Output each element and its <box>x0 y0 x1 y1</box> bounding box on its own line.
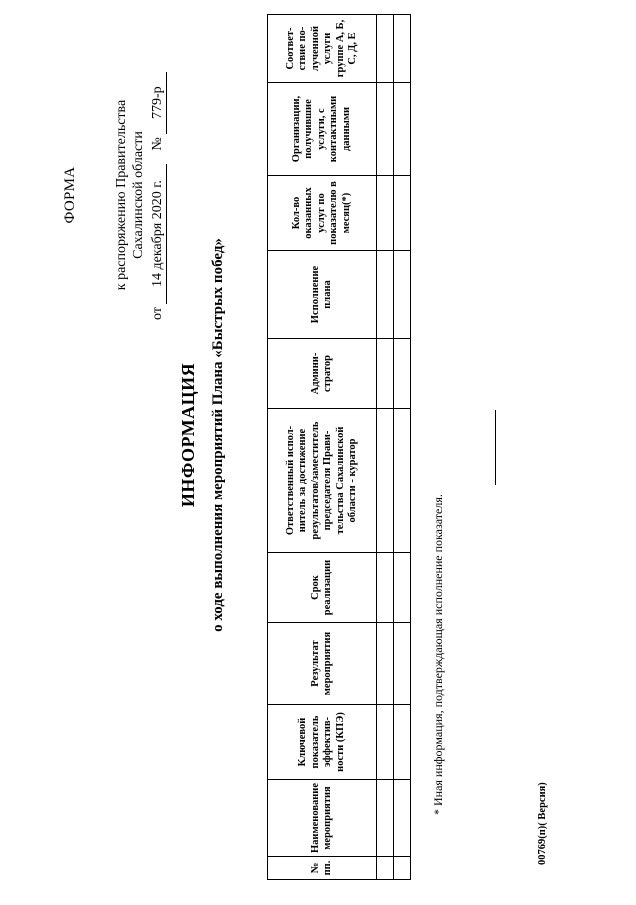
form-title: ФОРМА <box>62 166 78 224</box>
column-header: Админи-стратор <box>268 339 377 409</box>
table-cell <box>394 15 411 83</box>
column-header: Наименование мероприятия <box>268 780 377 857</box>
table-cell <box>377 623 394 705</box>
column-header: № пп. <box>268 857 377 880</box>
document-heading: ИНФОРМАЦИЯ <box>178 362 198 508</box>
column-header: Организации, получившие услуги, с контактными данными <box>268 83 377 176</box>
table-row <box>377 15 394 880</box>
order-date: 14 декабря 2020 г. <box>149 164 167 304</box>
form-approval-block <box>62 70 167 320</box>
table-row <box>394 15 411 880</box>
order-number: 779-р <box>149 72 167 134</box>
date-prefix: от <box>150 307 165 320</box>
separator-line <box>495 410 496 485</box>
table-cell <box>394 780 411 857</box>
column-header: Исполнение плана <box>268 251 377 339</box>
table-cell <box>394 705 411 780</box>
order-reference-line-1: к распоряжению Правительства <box>114 99 129 291</box>
column-header: Ключевой показатель эффектив-ности (КПЭ) <box>268 705 377 780</box>
order-date-number-row <box>149 70 167 320</box>
table-cell <box>394 339 411 409</box>
table-cell <box>377 15 394 83</box>
table-cell <box>377 176 394 251</box>
table-header-row <box>268 15 377 880</box>
table-cell <box>394 553 411 623</box>
footnote: * Иная информация, подтверждающая исполнение показателя. <box>431 494 445 815</box>
column-header: Срок реализации <box>268 553 377 623</box>
document-subheading: о ходе выполнения мероприятий Плана «Быстрых побед» <box>210 238 226 632</box>
table-cell <box>394 251 411 339</box>
table-cell <box>377 409 394 553</box>
table-cell <box>377 251 394 339</box>
column-header: Соответ-ствие по-лученной услуги группе А, Б, С, Д, Е <box>268 15 377 83</box>
column-header: Ответственный испол-нитель за достижение результатов/заместитель председателя Прави-тельства Сахалинской области - куратор <box>268 409 377 553</box>
table-cell <box>377 339 394 409</box>
order-reference-line-2: Сахалинской области <box>131 131 146 259</box>
column-header: Кол-во оказанных услуг по показателю в месяц(*) <box>268 176 377 251</box>
table-cell <box>394 623 411 705</box>
table-cell <box>377 705 394 780</box>
column-header: Результат мероприятия <box>268 623 377 705</box>
number-prefix: № <box>150 137 165 151</box>
table-cell <box>394 83 411 176</box>
report-table <box>267 14 411 880</box>
table-cell <box>377 83 394 176</box>
version-label: 00769(п)( Версия) <box>537 782 548 865</box>
table-cell <box>377 857 394 880</box>
table-cell <box>377 553 394 623</box>
table-cell <box>377 780 394 857</box>
table-cell <box>394 857 411 880</box>
table-cell <box>394 409 411 553</box>
table-cell <box>394 176 411 251</box>
